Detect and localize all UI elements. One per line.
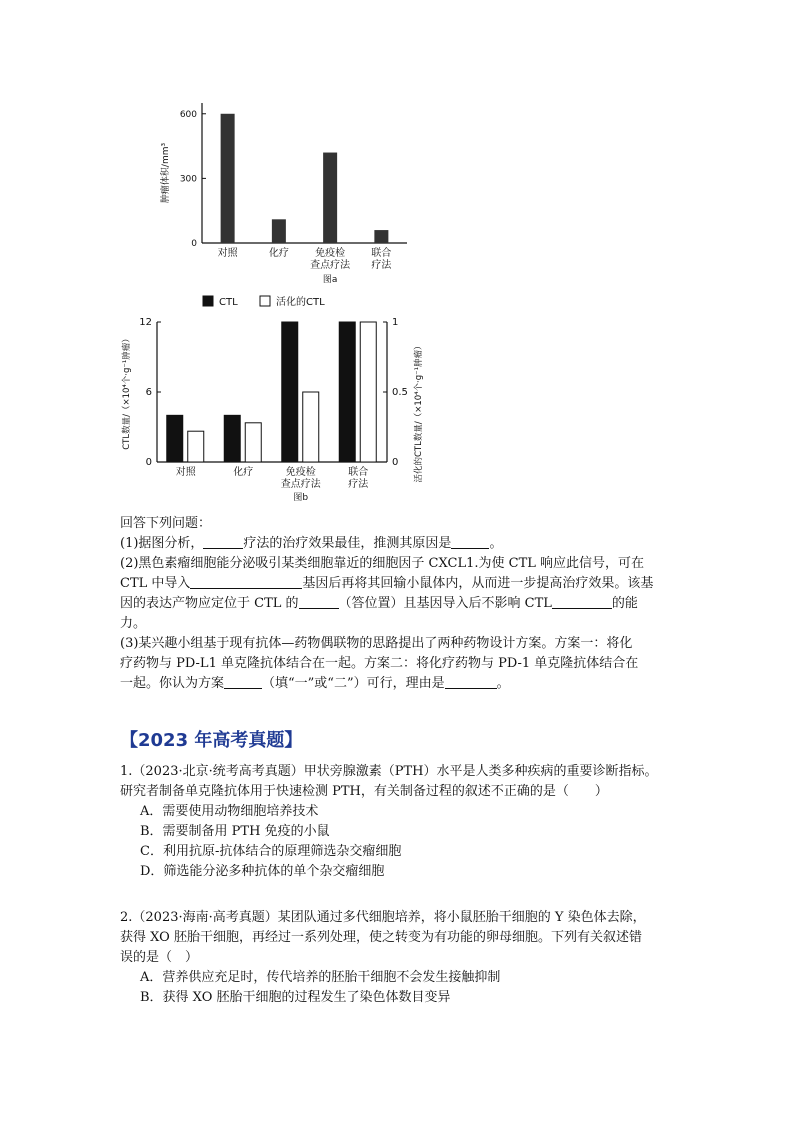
x-tick-label: 疗法 <box>371 260 392 271</box>
legend-label: CTL <box>219 297 238 308</box>
intro-line: 回答下列问题： <box>120 516 212 531</box>
bar-activated-ctl <box>360 322 376 462</box>
left-y-axis-label: CTL数量/（×10⁴个·g⁻¹肿瘤） <box>122 334 132 450</box>
x-tick-label: 免疫检 <box>315 248 346 259</box>
section-title: 【2023 年高考真题】 <box>120 730 303 751</box>
q3-line-1: (3)某兴趣小组基于现有抗体—药物偶联物的思路提出了两种药物设计方案。方案一：将化 <box>120 636 633 651</box>
q2-line-3 <box>120 594 680 614</box>
option-a: A．需要使用动物细胞培养技术 <box>140 804 319 819</box>
bar-ctl <box>339 322 355 462</box>
q2-blank-1 <box>190 574 302 589</box>
q1-blank-1 <box>203 534 243 549</box>
q2-blank-3 <box>552 594 612 609</box>
x-tick-label: 化疗 <box>268 248 289 259</box>
bar-activated-ctl <box>188 431 204 462</box>
left-y-tick-label: 0 <box>145 457 152 468</box>
x-tick-label: 联合 <box>348 467 369 478</box>
bar-ctl <box>224 415 240 462</box>
x-tick-label: 查点疗法 <box>280 479 321 490</box>
right-y-tick-label: 0 <box>392 457 399 468</box>
option-b: B．获得 XO 胚胎干细胞的过程发生了染色体数目变异 <box>140 990 451 1005</box>
q-stem-line: 2.（2023·海南·高考真题）某团队通过多代细胞培养，将小鼠胚胎干细胞的 Y 染色体去除， <box>120 910 646 925</box>
y-tick-label: 300 <box>179 174 197 185</box>
q2-text-a: CTL 中导入 <box>120 576 191 591</box>
bar-activated-ctl <box>245 423 261 462</box>
q2-text-c: 因的表达产物应定位于 CTL 的 <box>120 596 299 611</box>
q3-blank-2 <box>445 674 497 689</box>
q2-line-2 <box>120 574 680 594</box>
q2-text-b: 基因后再将其回输小鼠体内，从而进一步提高治疗效果。该基 <box>302 576 654 591</box>
q1-line <box>120 534 680 554</box>
figure-caption: 图a <box>322 275 338 285</box>
q2-text-d: （答位置）且基因导入后不影响 CTL <box>338 596 552 611</box>
q3-line-3 <box>120 674 680 694</box>
bar <box>374 230 388 243</box>
q1-text-b: 疗法的治疗效果最佳，推测其原因是 <box>243 536 452 551</box>
q-stem-line: 误的是（ ） <box>120 950 199 965</box>
q3-line-2: 疗药物与 PD-L1 单克隆抗体结合在一起。方案二：将化疗药物与 PD-1 单克隆抗体结合在 <box>120 656 639 671</box>
legend-swatch-ctl <box>203 296 213 306</box>
bar-ctl <box>167 415 183 462</box>
legend-swatch-activated <box>260 296 270 306</box>
right-y-axis-label: 活化的CTL数量/（×10⁴个·g⁻¹肿瘤） <box>414 341 424 483</box>
q1-text-a: (1)据图分析， <box>120 536 204 551</box>
q2-line-1: (2)黑色素瘤细胞能分泌吸引某类细胞靠近的细胞因子 CXCL1.为使 CTL 响应此信号，可在 <box>120 556 645 571</box>
x-tick-label: 免疫检 <box>285 467 316 478</box>
figure-b <box>115 290 435 505</box>
question-text <box>120 514 680 694</box>
y-axis-label: 肿瘤体积/mm³ <box>161 142 171 204</box>
left-y-tick-label: 6 <box>145 387 152 398</box>
bar <box>272 219 286 243</box>
x-tick-label: 化疗 <box>233 467 254 478</box>
x-tick-label: 对照 <box>217 248 238 259</box>
option-d: D．筛选能分泌多种抗体的单个杂交瘤细胞 <box>140 864 385 879</box>
bar <box>323 153 337 243</box>
q-stem-line: 1.（2023·北京·统考高考真题）甲状旁腺激素（PTH）水平是人类多种疾病的重要诊断指标。 <box>120 764 658 779</box>
right-y-tick-label: 0.5 <box>392 387 408 398</box>
bar-activated-ctl <box>303 392 319 462</box>
q-stem-line: 获得 XO 胚胎干细胞，再经过一系列处理，使之转变为有功能的卵母细胞。下列有关叙述错 <box>120 930 642 945</box>
legend-label: 活化的CTL <box>276 297 325 308</box>
bar-ctl <box>282 322 298 462</box>
q3-text-c: 。 <box>496 676 510 691</box>
y-tick-label: 600 <box>179 109 197 120</box>
q-stem-line: 研究者制备单克隆抗体用于快速检测 PTH，有关制备过程的叙述不正确的是（ ） <box>120 784 608 799</box>
left-y-tick-label: 12 <box>139 317 152 328</box>
q3-text-b: （填“一”或“二”）可行，理由是 <box>262 676 445 691</box>
q3-text-a: 一起。你认为方案 <box>120 676 225 691</box>
x-tick-label: 查点疗法 <box>310 260 351 271</box>
option-a: A．营养供应充足时，传代培养的胚胎干细胞不会发生接触抑制 <box>140 970 501 985</box>
q1-blank-2 <box>451 534 489 549</box>
q3-blank-1 <box>224 674 262 689</box>
exam-question-1 <box>120 762 680 882</box>
right-y-tick-label: 1 <box>392 317 399 328</box>
exam-question-2 <box>120 908 680 1008</box>
option-c: C．利用抗原-抗体结合的原理筛选杂交瘤细胞 <box>140 844 402 859</box>
x-tick-label: 对照 <box>175 467 196 478</box>
x-tick-label: 疗法 <box>348 479 369 490</box>
q1-text-c: 。 <box>489 536 503 551</box>
bar <box>221 114 235 243</box>
q2-text-e: 的能 <box>611 596 638 611</box>
option-b: B．需要制备用 PTH 免疫的小鼠 <box>140 824 330 839</box>
figure-a <box>150 95 450 295</box>
x-tick-label: 联合 <box>371 248 392 259</box>
q2-blank-2 <box>299 594 339 609</box>
y-tick-label: 0 <box>191 239 197 249</box>
figure-caption: 图b <box>293 493 309 503</box>
q2-line-4: 力。 <box>120 616 147 631</box>
